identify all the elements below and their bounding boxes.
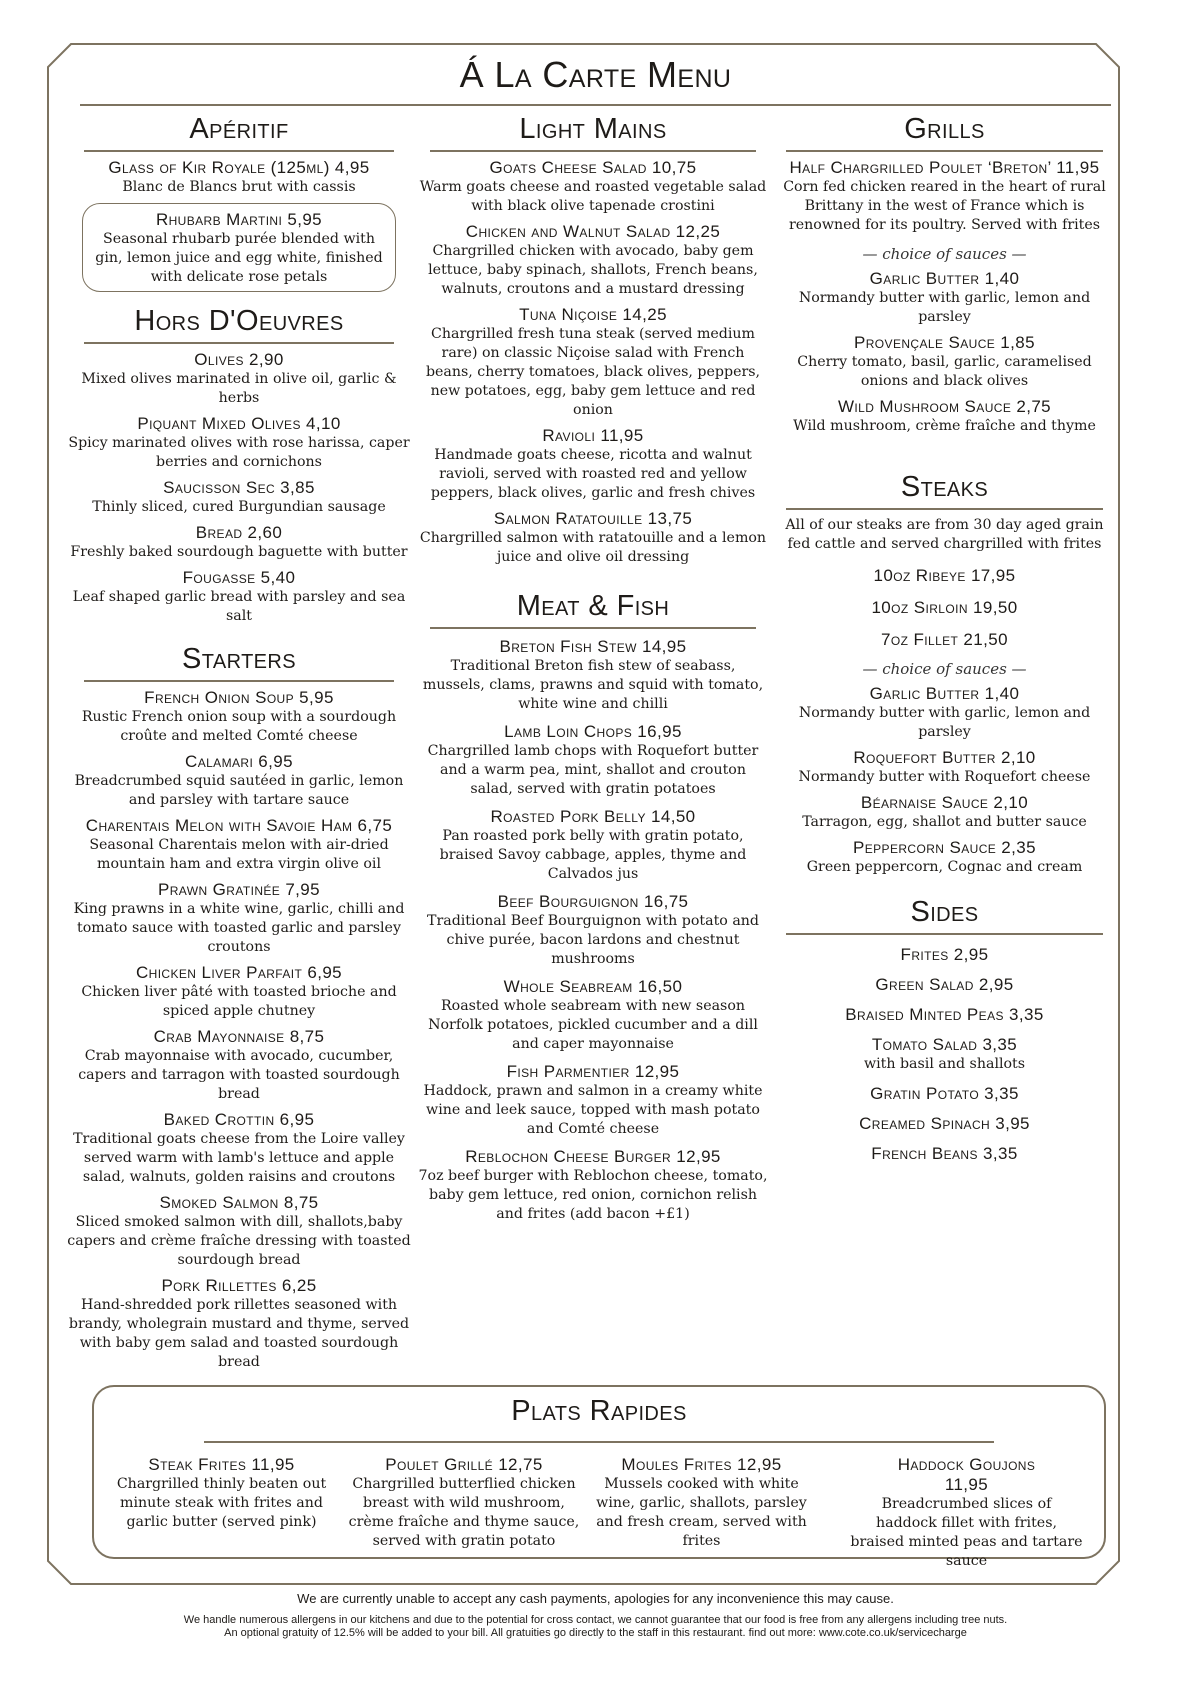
grills-divider (786, 150, 1103, 152)
menu-item-desc: Seasonal Charentais melon with air-dried mountain ham and extra virgin olive oil (89, 837, 389, 872)
hors-heading: Hors D'Oeuvres (134, 305, 344, 337)
menu-item-name: Tuna Niçoise 14,25 (519, 305, 667, 324)
menu-item (64, 523, 414, 562)
plats-item-name: Steak Frites 11,95 (148, 1455, 295, 1474)
plats-item-desc: Breadcrumbed slices of haddock fillet with frites, braised minted peas and tartare sauce (850, 1496, 1083, 1569)
title-divider (80, 104, 1111, 106)
plats-heading: Plats Rapides (511, 1395, 687, 1427)
menu-item-name: Gratin Potato 3,35 (870, 1084, 1019, 1103)
meat-divider (430, 627, 756, 629)
menu-item-name: Roquefort Butter 2,10 (853, 748, 1036, 767)
steaks-divider (786, 508, 1103, 510)
menu-item-name: Wild Mushroom Sauce 2,75 (837, 397, 1052, 416)
menu-item (418, 1147, 768, 1224)
menu-item-desc: Handmade goats cheese, ricotta and walnut ravioli, served with roasted red and yellow peppers, black olives, garlic and fresh chives (430, 447, 756, 501)
menu-item (772, 748, 1117, 787)
steak-item: 7oz Fillet 21,50 (881, 630, 1008, 649)
plats-item (104, 1449, 339, 1532)
menu-item-desc: Breadcrumbed squid sautéed in garlic, lemon and parsley with tartare sauce (74, 773, 404, 808)
menu-item-name: Smoked Salmon 8,75 (159, 1193, 319, 1212)
menu-item-desc: Rustic French onion soup with a sourdough croûte and melted Comté cheese (81, 709, 397, 744)
menu-item-name: Salmon Ratatouille 13,75 (493, 509, 693, 528)
menu-item-desc: Warm goats cheese and roasted vegetable salad with black olive tapenade crostini (419, 179, 767, 214)
menu-item-desc: Traditional goats cheese from the Loire valley served warm with lamb's lettuce and apple salad, walnuts, golden raisins and croutons (73, 1131, 405, 1185)
steak-item: 10oz Ribeye 17,95 (873, 566, 1016, 585)
menu-item-name: Calamari 6,95 (185, 752, 293, 771)
steaks-intro: All of our steaks are from 30 day aged grain fed cattle and served chargrilled with frites (785, 517, 1104, 552)
menu-item-desc: Traditional Beef Bourguignon with potato and chive purée, bacon lardons and chestnut mushrooms (426, 913, 760, 967)
menu-item-name: Ravioli 11,95 (542, 426, 644, 445)
menu-item-desc: Leaf shaped garlic bread with parsley and sea salt (72, 589, 406, 624)
menu-title: Á La Carte Menu (459, 54, 732, 95)
menu-item-desc: Blanc de Blancs brut with cassis (122, 179, 356, 195)
menu-item-name: French Beans 3,35 (871, 1144, 1018, 1163)
menu-item-name: Saucisson Sec 3,85 (163, 478, 315, 497)
menu-item-desc: Mixed olives marinated in olive oil, garlic & herbs (81, 371, 397, 406)
starters-heading: Starters (181, 643, 297, 675)
menu-item-name: Lamb Loin Chops 16,95 (504, 722, 682, 741)
hors-items (64, 350, 414, 626)
menu-item (418, 158, 768, 216)
menu-item (64, 478, 414, 517)
plats-item-name: Moules Frites 12,95 (621, 1455, 782, 1474)
menu-item (418, 722, 768, 799)
menu-item (772, 1084, 1117, 1104)
menu-item-desc: Roasted whole seabream with new season Norfolk potatoes, pickled cucumber and a dill and caper mayonnaise (428, 998, 758, 1052)
plats-item (849, 1449, 1084, 1571)
menu-item-name: Green Salad 2,95 (875, 975, 1014, 994)
menu-item-name: Garlic Butter 1,40 (869, 684, 1020, 703)
middle-column (418, 112, 768, 1224)
aperitif-items (64, 158, 414, 197)
menu-item-desc: Crab mayonnaise with avocado, cucumber, capers and tarragon with toasted sourdough bread (78, 1048, 400, 1102)
menu-item-name: Chicken and Walnut Salad 12,25 (465, 222, 721, 241)
menu-item (64, 414, 414, 472)
menu-item-desc: Chargrilled salmon with ratatouille and a lemon juice and olive oil dressing (419, 530, 767, 565)
menu-item-name: Fougasse 5,40 (182, 568, 296, 587)
steaks-items (772, 566, 1117, 650)
plats-rapides-box (92, 1385, 1106, 1569)
left-column (64, 112, 414, 1372)
menu-item-name: Baked Crottin 6,95 (163, 1110, 315, 1129)
menu-item (418, 305, 768, 420)
grills-heading: Grills (904, 113, 985, 145)
menu-item-name: Peppercorn Sauce 2,35 (853, 838, 1036, 857)
menu-item (772, 1114, 1117, 1134)
plats-item-desc: Chargrilled thinly beaten out minute steak with frites and garlic butter (served pink) (116, 1476, 327, 1530)
menu-item-desc: 7oz beef burger with Reblochon cheese, tomato, baby gem lettuce, red onion, cornichon relish and frites (add bacon +£1) (418, 1168, 768, 1222)
grills-sauces-label: — choice of sauces — (862, 245, 1027, 263)
steak-item: 10oz Sirloin 19,50 (871, 598, 1018, 617)
menu-item (64, 568, 414, 626)
gratuity-notice: An optional gratuity of 12.5% will be added to your bill. All gratuities go directly to the staff in this restaurant. find out more: www.cote.co.uk/servicecharge (224, 1627, 967, 1639)
menu-item-name: Olives 2,90 (194, 350, 284, 369)
menu-item-name: Roasted Pork Belly 14,50 (490, 807, 696, 826)
grills-main-desc: Corn fed chicken reared in the heart of rural Brittany in the west of France which is renowned for its poultry. Served with frites (783, 179, 1106, 233)
menu-item (418, 892, 768, 969)
light-heading: Light Mains (519, 113, 667, 145)
menu-item-desc: Normandy butter with Roquefort cheese (798, 769, 1091, 785)
menu-item-desc: Green peppercorn, Cognac and cream (806, 859, 1083, 875)
menu-item (64, 1276, 414, 1372)
menu-item-name: Frites 2,95 (900, 945, 989, 964)
menu-item (64, 880, 414, 957)
special-name: Rhubarb Martini 5,95 (155, 210, 323, 229)
hors-divider (84, 342, 394, 344)
menu-item-name: Crab Mayonnaise 8,75 (153, 1027, 325, 1046)
light-divider (430, 150, 756, 152)
menu-item (418, 1062, 768, 1139)
menu-item (772, 333, 1117, 391)
menu-item (772, 684, 1117, 742)
starters-divider (84, 680, 394, 682)
menu-item-desc: Wild mushroom, crème fraîche and thyme (793, 418, 1096, 434)
special-desc: Seasonal rhubarb purée blended with gin, lemon juice and egg white, finished with delicate rose petals (95, 231, 383, 285)
sides-items (772, 945, 1117, 1164)
plats-item-name: Haddock Goujons 11,95 (897, 1455, 1036, 1494)
grills-main-name: Half Chargrilled Poulet ‘Breton’ 11,95 (789, 158, 1100, 177)
menu-item (418, 222, 768, 299)
menu-item (772, 945, 1117, 965)
menu-item-name: Reblochon Cheese Burger 12,95 (465, 1147, 721, 1166)
menu-item-name: Braised Minted Peas 3,35 (845, 1005, 1044, 1024)
aperitif-heading: Apéritif (189, 113, 289, 145)
menu-item-name: Provençale Sauce 1,85 (854, 333, 1035, 352)
menu-item-name: Piquant Mixed Olives 4,10 (137, 414, 341, 433)
menu-item (64, 816, 414, 874)
menu-item (64, 158, 414, 197)
menu-item-name: Prawn Gratinée 7,95 (157, 880, 321, 899)
menu-item-desc: Chargrilled chicken with avocado, baby gem lettuce, baby spinach, shallots, French beans, walnuts, croutons and a mustard dressing (428, 243, 758, 297)
plats-item-desc: Chargrilled butterflied chicken breast with wild mushroom, crème fraîche and thyme sauce, served with gratin potato (348, 1476, 580, 1549)
menu-item (772, 397, 1117, 436)
menu-item (418, 977, 768, 1054)
menu-item-desc: Normandy butter with garlic, lemon and parsley (798, 290, 1091, 325)
menu-item (64, 1193, 414, 1270)
light-items (418, 158, 768, 567)
menu-item (64, 963, 414, 1021)
menu-item-desc: Thinly sliced, cured Burgundian sausage (92, 499, 386, 515)
menu-item-name: Fish Parmentier 12,95 (506, 1062, 680, 1081)
menu-item-name: Charentais Melon with Savoie Ham 6,75 (85, 816, 393, 835)
menu-item-name: Garlic Butter 1,40 (869, 269, 1020, 288)
steaks-heading: Steaks (900, 471, 989, 503)
menu-item-name: Beef Bourguignon 16,75 (497, 892, 689, 911)
menu-item (64, 752, 414, 810)
menu-item (772, 1035, 1117, 1074)
menu-item (418, 637, 768, 714)
menu-item-name: Whole Seabream 16,50 (503, 977, 683, 996)
allergen-notice: We handle numerous allergens in our kitchens and due to the potential for cross contact, we cannot guarantee that our food is free from any allergens including tree nuts. (183, 1614, 1008, 1626)
menu-item (772, 269, 1117, 327)
menu-item (772, 838, 1117, 877)
cash-notice: We are currently unable to accept any cash payments, apologies for any inconvenience this may cause. (297, 1591, 894, 1606)
sides-heading: Sides (910, 896, 979, 928)
menu-item (772, 793, 1117, 832)
plats-item (589, 1449, 814, 1551)
menu-item-desc: Cherry tomato, basil, garlic, caramelised onions and black olives (797, 354, 1092, 389)
menu-item-desc: Normandy butter with garlic, lemon and parsley (798, 705, 1091, 740)
menu-item-name: Creamed Spinach 3,95 (859, 1114, 1030, 1133)
menu-item (64, 350, 414, 408)
meat-heading: Meat & Fish (516, 590, 670, 622)
menu-item (772, 975, 1117, 995)
menu-item-desc: Haddock, prawn and salmon in a creamy white wine and leek sauce, topped with mash potato and Comté cheese (423, 1083, 763, 1137)
menu-item-desc: King prawns in a white wine, garlic, chilli and tomato sauce with toasted garlic and parsley croutons (73, 901, 405, 955)
menu-item-desc: Chargrilled fresh tuna steak (served medium rare) on classic Niçoise salad with French beans, cherry tomatoes, black olives, peppers, new potatoes, egg, baby gem lettuce and red onion (425, 326, 761, 418)
plats-item-desc: Mussels cooked with white wine, garlic, shallots, parsley and fresh cream, served with frites (596, 1476, 807, 1549)
menu-item-desc: Chargrilled lamb chops with Roquefort butter and a warm pea, mint, shallot and crouton salad, served with gratin potatoes (427, 743, 759, 797)
grills-sauces (772, 269, 1117, 436)
rhubarb-martini-box (82, 203, 396, 292)
menu-item-desc: with basil and shallots (863, 1056, 1026, 1072)
menu-item-desc: Tarragon, egg, shallot and butter sauce (802, 814, 1087, 830)
right-column (772, 112, 1117, 1164)
menu-item-desc: Hand-shredded pork rillettes seasoned with brandy, wholegrain mustard and thyme, served with baby gem salad and toasted sourdough bread (68, 1297, 410, 1370)
menu-item (418, 807, 768, 884)
menu-item-desc: Pan roasted pork belly with gratin potato, braised Savoy cabbage, apples, thyme and Calvados jus (439, 828, 747, 882)
steaks-sauces (772, 684, 1117, 877)
menu-item-desc: Sliced smoked salmon with dill, shallots,baby capers and crème fraîche dressing with toasted sourdough bread (67, 1214, 411, 1268)
menu-item-name: French Onion Soup 5,95 (144, 688, 334, 707)
menu-item-name: Glass of Kir Royale (125ml) 4,95 (108, 158, 370, 177)
menu-item-name: Béarnaise Sauce 2,10 (860, 793, 1029, 812)
menu-item-name: Goats Cheese Salad 10,75 (489, 158, 697, 177)
menu-item-desc: Spicy marinated olives with rose harissa, caper berries and cornichons (68, 435, 410, 470)
menu-item (772, 1005, 1117, 1025)
menu-item (418, 426, 768, 503)
aperitif-divider (84, 150, 394, 152)
menu-item-name: Chicken Liver Parfait 6,95 (135, 963, 343, 982)
starters-items (64, 688, 414, 1372)
menu-item-desc: Freshly baked sourdough baguette with butter (70, 544, 408, 560)
menu-item-name: Breton Fish Stew 14,95 (499, 637, 687, 656)
menu-item (64, 688, 414, 746)
steaks-sauces-label: — choice of sauces — (862, 660, 1027, 678)
menu-item (64, 1110, 414, 1187)
plats-item (344, 1449, 584, 1551)
menu-item-desc: Chicken liver pâté with toasted brioche and spiced apple chutney (81, 984, 397, 1019)
plats-item-name: Poulet Grillé 12,75 (385, 1455, 543, 1474)
menu-item (418, 509, 768, 567)
menu-item-name: Pork Rillettes 6,25 (161, 1276, 317, 1295)
menu-item-name: Bread 2,60 (195, 523, 283, 542)
menu-item-name: Tomato Salad 3,35 (871, 1035, 1018, 1054)
sides-divider (786, 933, 1103, 935)
menu-item-desc: Traditional Breton fish stew of seabass, mussels, clams, prawns and squid with tomato, white wine and chilli (422, 658, 764, 712)
plats-divider (204, 1441, 994, 1443)
meat-items (418, 637, 768, 1224)
menu-item (772, 1144, 1117, 1164)
menu-item (64, 1027, 414, 1104)
